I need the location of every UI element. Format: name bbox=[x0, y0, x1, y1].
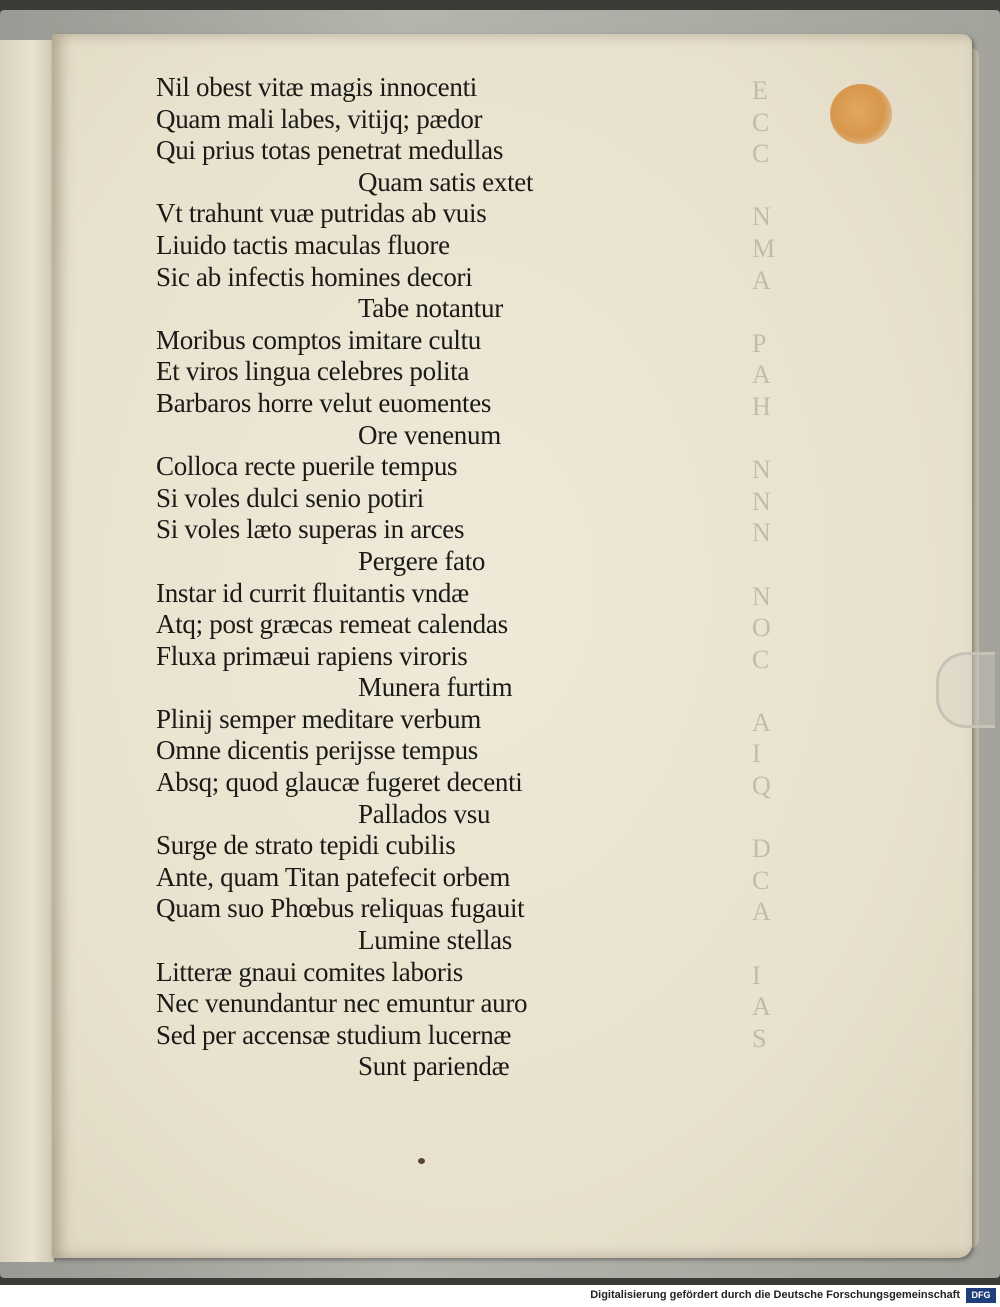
poem-line: Liuido tactis maculas fluore bbox=[156, 229, 450, 260]
poem-line: Vt trahunt vuæ putridas ab vuis bbox=[156, 198, 487, 229]
poem-line: Plinij semper meditare verbum bbox=[156, 703, 481, 734]
bleed-through-text: E C C N M A P A H N N N N O C A I Q D C A I A S bbox=[752, 76, 776, 1053]
poem-line: Quam suo Phœbus reliquas fugauit bbox=[156, 893, 525, 924]
poem-refrain-line: Quam satis extet bbox=[358, 166, 534, 197]
poem-line: Qui prius totas penetrat medullas bbox=[156, 135, 504, 166]
page-clip bbox=[936, 652, 995, 728]
poem-refrain-line: Munera furtim bbox=[358, 672, 513, 703]
poem-line: Fluxa primæui rapiens viroris bbox=[156, 640, 468, 671]
poem-line: Nec venundantur nec emuntur auro bbox=[156, 988, 528, 1019]
poem-refrain-line: Sunt pariendæ bbox=[358, 1051, 510, 1082]
poem-line: Instar id currit fluitantis vndæ bbox=[156, 577, 469, 608]
poem-line: Si voles læto superas in arces bbox=[156, 514, 465, 545]
footer-bar bbox=[0, 1285, 1000, 1307]
dfg-logo-icon: DFG bbox=[966, 1288, 996, 1303]
poem-text bbox=[156, 72, 756, 1083]
poem-line: Sic ab infectis homines decori bbox=[156, 261, 473, 292]
stain-mark bbox=[830, 84, 892, 144]
poem-line: Absq; quod glaucæ fugeret decenti bbox=[156, 767, 523, 798]
poem-line: Omne dicentis perijsse tempus bbox=[156, 735, 478, 766]
poem-line: Ante, quam Titan patefecit orbem bbox=[156, 861, 511, 892]
poem-line: Si voles dulci senio potiri bbox=[156, 482, 424, 513]
poem-line: Litteræ gnaui comites laboris bbox=[156, 956, 463, 987]
poem-line: Quam mali labes, vitijq; pædor bbox=[156, 103, 483, 134]
poem-line: Barbaros horre velut euomentes bbox=[156, 387, 492, 418]
poem-line: Moribus comptos imitare cultu bbox=[156, 324, 482, 355]
poem-line: Colloca recte puerile tempus bbox=[156, 451, 458, 482]
poem-line: Atq; post græcas remeat calendas bbox=[156, 609, 508, 640]
poem-line: Surge de strato tepidi cubilis bbox=[156, 830, 456, 861]
poem-line: Sed per accensæ studium lucernæ bbox=[156, 1019, 512, 1050]
poem-refrain-line: Pergere fato bbox=[358, 545, 486, 576]
poem-refrain-line: Lumine stellas bbox=[358, 925, 513, 956]
poem-refrain-line: Tabe notantur bbox=[358, 293, 503, 324]
poem-line: Nil obest vitæ magis innocenti bbox=[156, 72, 477, 102]
poem-refrain-line: Ore venenum bbox=[358, 419, 501, 450]
poem-line: Et viros lingua celebres polita bbox=[156, 356, 470, 387]
left-page-edge bbox=[0, 40, 56, 1262]
poem-refrain-line: Pallados vsu bbox=[358, 798, 491, 829]
ink-spot bbox=[418, 1158, 425, 1164]
footer-credit: Digitalisierung gefördert durch die Deutsche Forschungsgemeinschaft bbox=[590, 1289, 960, 1301]
